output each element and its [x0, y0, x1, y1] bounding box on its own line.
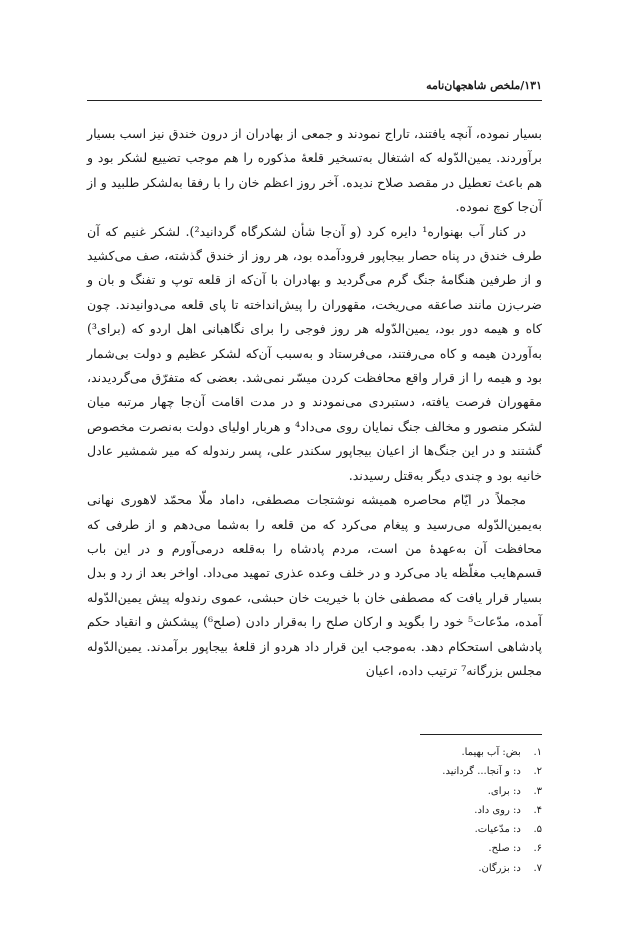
- footnote-text: بض: آب بهیما.: [461, 747, 521, 758]
- footnote: [282, 859, 542, 878]
- footnote: [282, 782, 542, 801]
- footnote: [282, 743, 542, 762]
- paragraph: مجملاً در ایّام محاصره همیشه نوشتجات مصطفی، داماد ملّا محمّد لاهوری نهانی به‌یمین‌الدّوله می‌رسید و پیغام می‌کرد که من قلعه را به‌شما می‌دهم و از طرفی که محافظت آن به‌عهدهٔ من است، مردم پادشاه را به‌قلعه درمی‌آورم و در این باب قسم‌هایب مغلّظه یاد می‌کرد و در خلف وعده عذری تمهید می‌داد. اواخر بعد از رد و بدل بسیار قرار یافت که مصطفی خان با خیریت خان حبشی، عموی رندوله پیش یمین‌الدّوله آمده، مدّعات⁵ خود را بگوید و ارکان صلح را به‌قرار دادن (صلح⁶) پیشکش و انقیاد حکم پادشاهی استحکام دهد. به‌موجب این قرار داد هردو از قلعهٔ بیجاپور برآمدند. یمین‌الدّوله مجلس بزرگانه⁷ ترتیب داده، اعیان: [87, 492, 542, 678]
- footnote-number: ۶.: [533, 843, 542, 855]
- footnotes: [282, 743, 542, 878]
- running-header: [426, 79, 542, 92]
- footnote-number: ۲.: [533, 766, 542, 778]
- header-rule: [87, 100, 542, 101]
- footnote-number: ۷.: [533, 862, 542, 874]
- footnote-text: د: روی داد.: [474, 804, 521, 816]
- page-number: ۱۳۱/: [520, 79, 542, 92]
- running-title: ملخص شاهجهان‌نامه: [426, 79, 521, 92]
- footnote-text: د: مدّعیات.: [474, 824, 521, 836]
- footnote: [282, 820, 542, 839]
- footnote-rule: [420, 734, 542, 735]
- footnote-number: ۵.: [533, 824, 542, 836]
- footnote-text: د: صلح.: [488, 843, 521, 855]
- footnote-number: ۱.: [533, 747, 542, 758]
- footnote-text: د: برای.: [487, 785, 521, 797]
- footnote-number: ۴.: [533, 804, 542, 816]
- paragraph: در کنار آب بهنواره¹ دایره کرد (و آن‌جا شأن لشکرگاه گردانید²). لشکر غنیم که آن طرف خندق در پناه حصار بیجاپور فرودآمده بود، هر روز از خندق گذشته، صف می‌کشید و از طرفین هنگامهٔ جنگ گرم می‌گردید و بهادران با آن‌که از قلعه توپ و تفنگ و بان و ضرب‌زن مانند صاعقه می‌ریخت، مقهوران را پیش‌انداخته تا پای قلعه می‌دوانیدند. چون کاه و هیمه دور بود، یمین‌الدّوله هر روز فوجی را برای نگاهبانی اهل اردو که (برای³) به‌آوردن هیمه و کاه می‌رفتند، می‌فرستاد و به‌سبب آن‌که لشکر عظیم و دولت بی‌شمار بود و هیمه را از قرار واقع محافظت کردن میسّر نمی‌شد. بعضی که متفرّق می‌گردیدند، مقهوران فرصت یافته، دستبردی می‌نمودند و در مدت اقامت آن‌جا چهار مرتبه میان لشکر منصور و مخالف جنگ نمایان روی می‌داد⁴ و هربار اولیای دولت به‌نصرت مخصوص گشتند و در این جنگ‌ها از اعیان بیجاپور سکندر علی، پسر رندوله که میر شمشیر عادل خانیه بود و چندی دیگر به‌قتل رسیدند.: [87, 223, 542, 483]
- footnote: [282, 762, 542, 781]
- footnote: [282, 839, 542, 858]
- footnote: [282, 801, 542, 820]
- footnote-text: د: بزرگان.: [478, 862, 521, 874]
- footnote-number: ۳.: [533, 785, 542, 797]
- footnote-text: د: و آنجا... گردانید.: [442, 766, 521, 778]
- paragraph: بسیار نموده، آنچه یافتند، تاراج نمودند و جمعی از بهادران از درون خندق نیز اسب بسیار برآوردند. یمین‌الدّوله که اشتغال به‌تسخیر قلعهٔ مذکوره را هم موجب تضییع لشکر بود و هم باعث تعطیل در مقصد صلاح ندیده. آخر روز اعظم خان را با رفقا به‌لشکر طلبید و از آن‌جا کوچ نموده.: [87, 126, 542, 215]
- body-text: [87, 122, 542, 683]
